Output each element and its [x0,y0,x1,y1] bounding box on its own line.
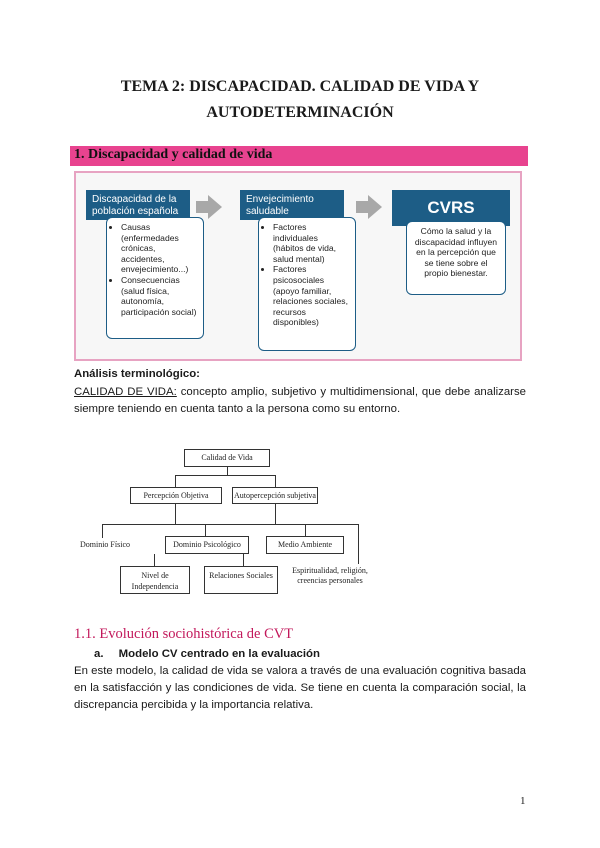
title-line-2: AUTODETERMINACIÓN [206,104,394,121]
tree-node-social: Relaciones Sociales [204,566,278,594]
analysis-definition: concepto amplio, subjetivo y multidimensional, que debe analizarse siempre teniendo en cuenta tanto a la persona como su entorno. [74,386,527,415]
figure-item: • Factores individuales (hábitos de vida, salud mental) [273,222,350,264]
tree-node-environment: Medio Ambiente [266,536,344,554]
tree-connector [275,475,276,487]
analysis-term: CALIDAD DE VIDA: [74,386,177,398]
figure-cvrs-text: Cómo la salud y la discapacidad influyen en la percepción que se tiene sobre el propio bienestar. [414,226,498,279]
subsection-a-label: a. [94,648,104,660]
figure-header-disability: Discapacidad de la población española [86,190,190,220]
tree-connector [102,524,103,538]
figure-header-cvrs: CVRS [392,190,510,226]
tree-connector [275,504,276,524]
figure-item: • Causas (enfermedades crónicas, accidentes, envejecimiento...) [121,222,198,275]
tree-connector [358,524,359,566]
figure-item: • Consecuencias (salud física, autonomía, participación social) [121,275,198,317]
tree-node-psychological: Dominio Psicológico [165,536,249,554]
tree-connector [175,475,176,487]
tree-node-subjective: Autopercepción subjetiva [232,487,318,504]
tree-connector [175,504,176,524]
tree-connector [175,475,275,476]
subsection-a [94,648,320,660]
title-line-1: TEMA 2: DISCAPACIDAD. CALIDAD DE VIDA Y [120,78,480,95]
tree-root: Calidad de Vida [184,449,270,467]
page-number: 1 [520,795,526,807]
tree-node-objective: Percepción Objetiva [130,487,222,504]
figure-item: • Factores psicosociales (apoyo familiar, relaciones sociales, recursos disponibles) [273,264,350,328]
tree-node-independence: Nivel de Independencia [120,566,190,594]
tree-connector [227,467,228,475]
tree-node-physical: Dominio Físico [70,538,140,554]
section-1-1-heading: 1.1. Evolución sociohistórica de CVT [74,626,294,642]
subsection-a-title: Modelo CV centrado en la evaluación [118,648,320,660]
figure-header-aging: Envejecimiento saludable [240,190,344,220]
analysis-heading: Análisis terminológico: [74,368,200,380]
section-heading: 1. Discapacidad y calidad de vida [74,147,273,162]
tree-connector [102,524,358,525]
section-1-1-paragraph: En este modelo, la calidad de vida se valora a través de una evaluación cognitiva basada en la satisfacción y las condiciones de vida. Se tiene en cuenta la comparación social, la discrepancia percibida y la importancia relativa. [74,665,526,711]
tree-node-spirituality: Espiritualidad, religión, creencias personales [292,564,368,596]
